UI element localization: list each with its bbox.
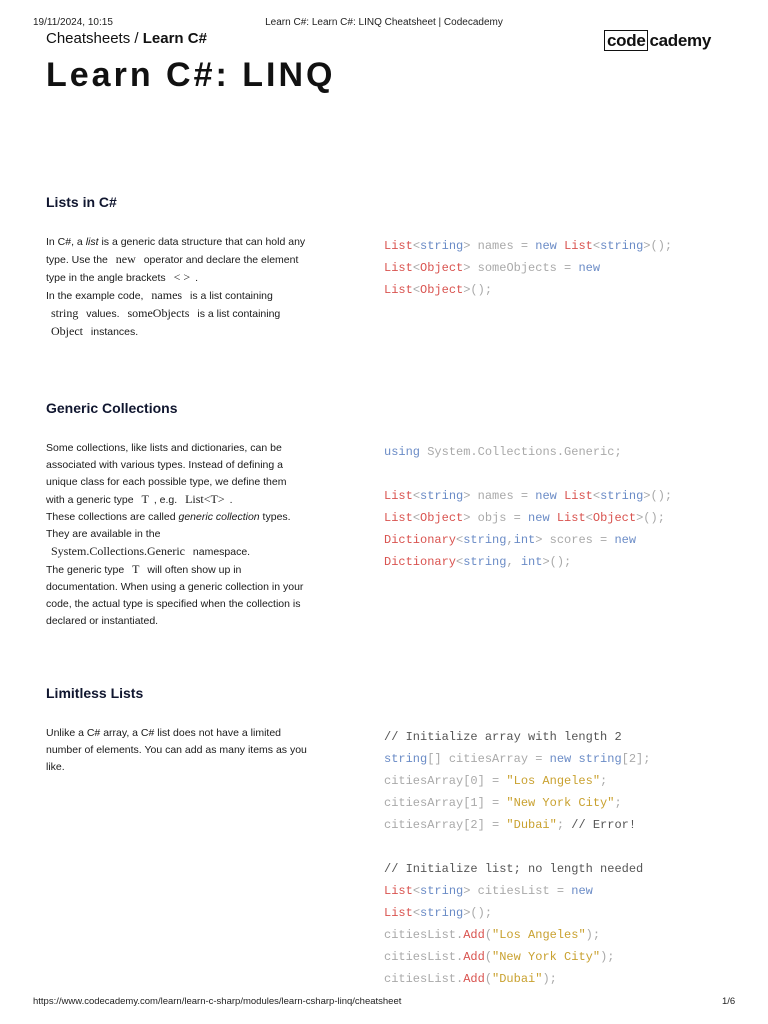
code-block-limitless-lists	[384, 726, 650, 990]
code-token: List	[556, 511, 586, 525]
code-token: List	[384, 884, 413, 898]
code-block-lists	[384, 235, 672, 301]
code-token: // Initialize list; no length needed	[384, 862, 644, 876]
code-line	[384, 279, 672, 301]
code-token: using	[384, 445, 428, 459]
section-description-generic-collections	[46, 440, 336, 630]
text-run: will often show up in	[144, 564, 242, 576]
text-run: namespace.	[189, 546, 251, 558]
emphasized-term: generic collection	[178, 511, 260, 523]
inline-code: string	[51, 306, 79, 320]
code-token: >();	[463, 283, 493, 297]
code-token: >();	[463, 906, 493, 920]
code-token: (	[484, 972, 493, 986]
text-run: Some collections, like lists and dictionaries, can be	[46, 442, 282, 454]
code-token: string	[463, 555, 507, 569]
text-run: is a generic data structure that can hold any	[98, 236, 306, 248]
code-line	[384, 257, 672, 279]
code-token: ,	[506, 555, 521, 569]
code-token: > names =	[463, 239, 536, 253]
text-run: with a generic type	[46, 494, 137, 506]
code-token: // Error!	[571, 818, 637, 832]
code-token: List	[384, 239, 413, 253]
codecademy-logo[interactable]	[604, 31, 711, 51]
code-token: >();	[643, 239, 673, 253]
text-run: is a list containing	[194, 308, 281, 320]
code-token: citiesList.	[384, 928, 464, 942]
section-description-lists	[46, 234, 336, 341]
code-token: citiesArray[2] =	[384, 818, 507, 832]
code-line	[384, 726, 650, 748]
description-line	[46, 526, 336, 543]
code-line	[384, 946, 650, 968]
code-token: new	[614, 533, 637, 547]
code-token: "Los Angeles"	[506, 774, 601, 788]
code-line	[384, 836, 650, 858]
description-line	[46, 234, 336, 251]
code-token: citiesList.	[384, 950, 464, 964]
inline-code: names	[151, 288, 183, 302]
code-line	[384, 485, 672, 507]
logo-code-part: code	[604, 30, 648, 51]
code-token: List	[384, 261, 413, 275]
print-datetime: 19/11/2024, 10:15	[33, 17, 113, 28]
code-token: Add	[463, 950, 485, 964]
code-token: <	[592, 489, 601, 503]
code-token: Object	[420, 283, 464, 297]
code-token: <	[585, 511, 593, 525]
text-run: These collections are called	[46, 511, 179, 523]
code-token: [2];	[621, 752, 651, 766]
text-run: declared or instantiated.	[46, 615, 159, 627]
text-run: code, the actual type is specified when the collection is	[46, 598, 301, 610]
text-run: , e.g.	[153, 494, 181, 506]
section-heading-generic-collections: Generic Collections	[46, 400, 178, 416]
code-token: List	[384, 489, 413, 503]
text-run: Unlike a C# array, a C# list does not have a limited	[46, 727, 281, 739]
code-token: > someObjects =	[463, 261, 579, 275]
code-token: "Dubai"	[506, 818, 557, 832]
code-token: string	[420, 489, 464, 503]
description-line	[46, 509, 336, 526]
text-run: documentation. When using a generic collection in your	[46, 581, 304, 593]
emphasized-term: list	[85, 236, 99, 248]
code-line	[384, 507, 672, 529]
code-line	[384, 968, 650, 990]
description-line	[46, 457, 336, 474]
code-token: Object	[420, 261, 464, 275]
breadcrumb-cheatsheets-link[interactable]: Cheatsheets /	[46, 30, 143, 47]
description-line	[46, 759, 336, 776]
text-run: associated with various types. Instead of defining a	[46, 459, 283, 471]
code-token: > scores =	[535, 533, 615, 547]
text-run: type. Use the	[46, 254, 111, 266]
description-line	[46, 596, 336, 613]
code-token: >();	[636, 511, 665, 525]
code-token: (	[484, 950, 493, 964]
code-token: string	[600, 239, 644, 253]
description-line	[46, 269, 336, 287]
code-line	[384, 529, 672, 551]
code-token: );	[542, 972, 557, 986]
description-line	[46, 579, 336, 596]
inline-code: T	[141, 492, 149, 506]
code-token: new	[578, 261, 601, 275]
inline-code: T	[132, 562, 140, 576]
code-token: new	[535, 489, 565, 503]
code-token: >();	[542, 555, 572, 569]
code-token: citiesList.	[384, 972, 464, 986]
description-line	[46, 561, 336, 579]
code-token: "Dubai"	[492, 972, 543, 986]
page-title: Learn C#: LINQ	[46, 56, 336, 94]
text-run: They are available in the	[46, 528, 161, 540]
code-token: "New York City"	[492, 950, 601, 964]
code-token: new	[571, 884, 593, 898]
code-token: ;	[614, 796, 622, 810]
text-run: is a list containing	[187, 290, 273, 302]
code-line	[384, 902, 650, 924]
code-token: citiesArray[1] =	[384, 796, 507, 810]
inline-code: someObjects	[127, 306, 190, 320]
code-token: <	[412, 283, 421, 297]
code-token: > objs =	[463, 511, 529, 525]
text-run: In the example code,	[46, 290, 147, 302]
description-line	[46, 287, 336, 305]
text-run: .	[195, 272, 199, 284]
code-line	[384, 463, 672, 485]
print-document-title: Learn C#: Learn C#: LINQ Cheatsheet | Codecademy	[265, 17, 503, 28]
code-token: string	[420, 906, 464, 920]
code-token: > citiesList =	[463, 884, 572, 898]
code-token: new string	[549, 752, 622, 766]
code-token: Object	[420, 511, 464, 525]
code-line	[384, 770, 650, 792]
code-token: ;	[600, 774, 608, 788]
code-line	[384, 441, 672, 463]
inline-code: System.Collections.Generic	[51, 544, 185, 558]
code-token: <	[412, 511, 421, 525]
code-token: Dictionary	[384, 555, 457, 569]
code-token: > names =	[463, 489, 536, 503]
code-line	[384, 858, 650, 880]
description-line	[46, 305, 336, 323]
code-token: string	[600, 489, 644, 503]
code-token: ;	[556, 818, 572, 832]
code-token: <	[456, 533, 464, 547]
text-run: values.	[83, 308, 123, 320]
logo-cademy-part: cademy	[649, 31, 712, 50]
code-token: string	[420, 239, 464, 253]
print-page-number: 1/6	[722, 996, 736, 1007]
description-line	[46, 725, 336, 742]
text-run: type in the angle brackets	[46, 272, 169, 284]
code-token: string	[384, 752, 428, 766]
code-token: List	[384, 511, 413, 525]
code-token: citiesArray[0] =	[384, 774, 507, 788]
code-token: <	[412, 906, 421, 920]
breadcrumb	[46, 30, 207, 47]
code-token: int	[520, 555, 543, 569]
text-run: The generic type	[46, 564, 128, 576]
inline-code: List<T>	[185, 492, 225, 506]
code-token: new	[535, 239, 565, 253]
code-token: ,	[506, 533, 514, 547]
code-line	[384, 748, 650, 770]
code-token: <	[412, 239, 421, 253]
code-token: int	[513, 533, 536, 547]
code-line	[384, 924, 650, 946]
section-description-limitless-lists	[46, 725, 336, 776]
code-token: (	[484, 928, 493, 942]
description-line	[46, 613, 336, 630]
section-heading-lists: Lists in C#	[46, 194, 117, 210]
code-line	[384, 551, 672, 573]
code-token: System.Collections.Generic;	[427, 445, 622, 459]
inline-code: new	[115, 252, 136, 266]
code-token: [] citiesArray =	[427, 752, 550, 766]
code-token: new	[528, 511, 557, 525]
text-run: like.	[46, 761, 65, 773]
breadcrumb-current: Learn C#	[142, 30, 207, 47]
inline-code: < >	[173, 270, 191, 284]
print-footer-url: https://www.codecademy.com/learn/learn-c-sharp/modules/learn-csharp-linq/cheatsheet	[33, 996, 402, 1007]
code-token: Add	[463, 972, 485, 986]
description-line	[46, 543, 336, 561]
code-token: <	[412, 261, 421, 275]
code-token: <	[412, 884, 421, 898]
code-token: List	[564, 239, 593, 253]
code-line	[384, 792, 650, 814]
text-run: unique class for each possible type, we define them	[46, 476, 287, 488]
code-token: Dictionary	[384, 533, 457, 547]
code-token: string	[463, 533, 507, 547]
code-token: <	[592, 239, 601, 253]
code-token: "New York City"	[506, 796, 615, 810]
code-block-generic-collections	[384, 441, 672, 573]
code-token: <	[456, 555, 464, 569]
description-line	[46, 323, 336, 341]
code-token: Add	[463, 928, 485, 942]
code-token: >();	[643, 489, 673, 503]
code-line	[384, 814, 650, 836]
code-token: Object	[592, 511, 637, 525]
text-run: operator and declare the element	[140, 254, 299, 266]
code-token: );	[585, 928, 601, 942]
code-token: <	[412, 489, 421, 503]
section-heading-limitless-lists: Limitless Lists	[46, 685, 144, 701]
code-token: List	[384, 283, 413, 297]
description-line	[46, 742, 336, 759]
text-run: In C#, a	[46, 236, 86, 248]
description-line	[46, 474, 336, 491]
code-token: );	[600, 950, 615, 964]
text-run: types.	[259, 511, 291, 523]
code-token: "Los Angeles"	[492, 928, 586, 942]
text-run: .	[229, 494, 233, 506]
code-token: List	[564, 489, 593, 503]
text-run: instances.	[88, 326, 139, 338]
code-token: List	[384, 906, 413, 920]
description-line	[46, 251, 336, 269]
code-line	[384, 880, 650, 902]
code-token: // Initialize array with length 2	[384, 730, 622, 744]
text-run: number of elements. You can add as many items as you	[46, 744, 307, 756]
code-token: string	[420, 884, 464, 898]
inline-code: Object	[51, 324, 83, 338]
code-line	[384, 235, 672, 257]
description-line	[46, 440, 336, 457]
description-line	[46, 491, 336, 509]
